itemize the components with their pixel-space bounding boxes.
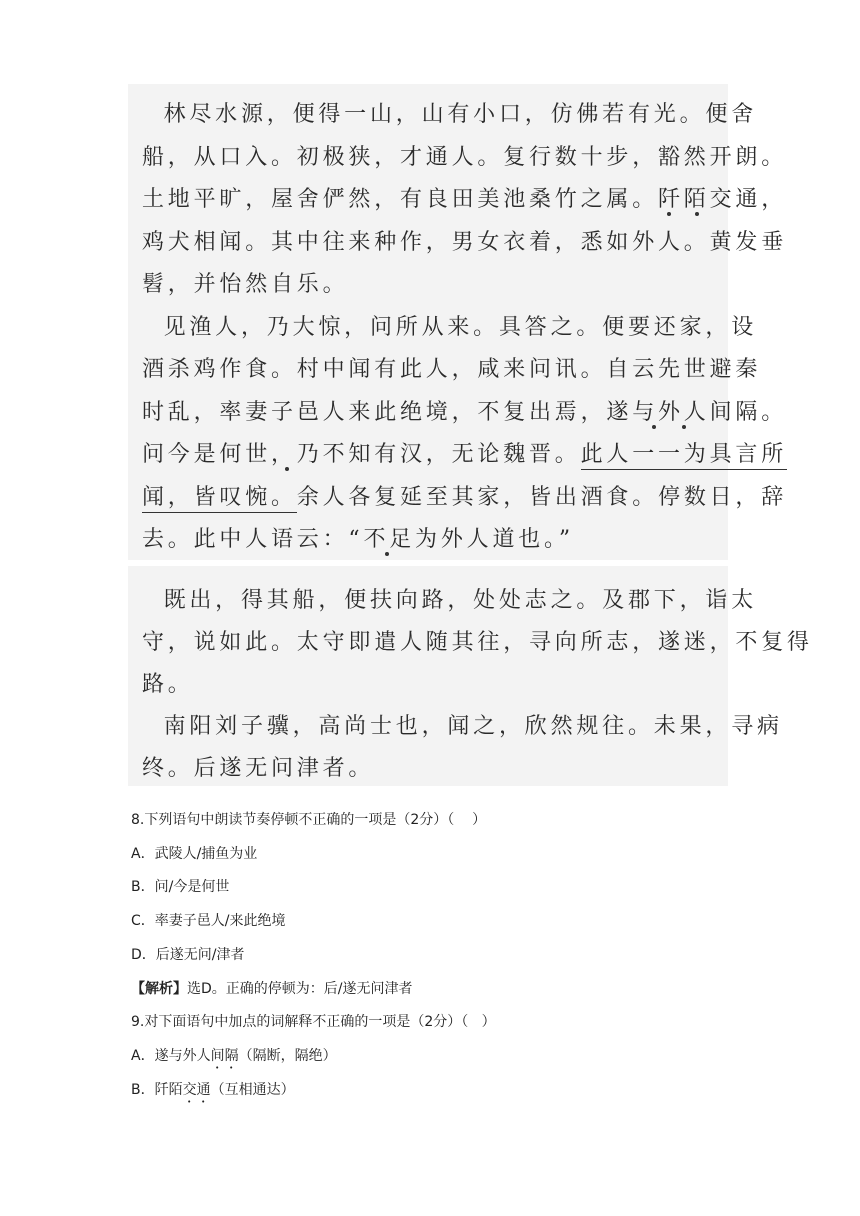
underlined-sentence-part-2: 闻，皆叹惋。 <box>142 485 297 513</box>
option-b-text: B．阡陌 <box>131 1082 183 1098</box>
passage-line-7: 酒杀鸡作食。村中闻有此人，咸来问讯。自云先世避秦 <box>142 357 762 382</box>
question-9-option-b <box>131 1080 295 1106</box>
passage-line-4: 鸡犬相闻。其中往来种作，男女衣着，悉如外人。黄发垂 <box>142 230 788 255</box>
passage-line-10-plain: 余人各复延至其家，皆出酒食。停数日，辞 <box>296 485 788 510</box>
analysis-text: 选D。正确的停顿为：后/遂无问津者 <box>187 981 413 997</box>
passage-line-3: 土地平旷，屋舍俨然，有良田美池桑竹之属。阡陌交通， <box>142 187 788 212</box>
passage-line-16: 终。后遂无问津者。 <box>142 756 375 781</box>
emphasis-dot <box>695 212 699 216</box>
emphasis-dot <box>682 425 686 429</box>
passage-line-8: 时乱，率妻子邑人来此绝境，不复出焉，遂与外人间隔。 <box>142 400 788 425</box>
passage-line-9-plain: 问今是何世，乃不知有汉，无论魏晋。 <box>142 442 581 467</box>
question-8-stem: 8.下列语句中朗读节奏停顿不正确的一项是（2分）（ ） <box>131 812 487 828</box>
passage-line-12: 既出，得其船，便扶向路，处处志之。及郡下，诣太 <box>142 588 757 613</box>
passage-line-11: 去。此中人语云：“不足为外人道也。” <box>142 527 574 552</box>
passage-line-10 <box>142 483 787 513</box>
question-9-option-a <box>131 1046 337 1072</box>
passage-line-5: 髫，并怡然自乐。 <box>142 272 349 297</box>
question-9-stem: 9.对下面语句中加点的词解释不正确的一项是（2分）（ ） <box>131 1014 496 1030</box>
option-a-meaning: （隔断，隔绝） <box>238 1048 337 1064</box>
option-a-text: A．遂与外人 <box>131 1048 211 1064</box>
emphasis-dot <box>652 425 656 429</box>
passage-line-9 <box>142 440 787 470</box>
option-b-emphasized: 交通 <box>182 1082 211 1098</box>
passage-line-2: 船，从口入。初极狭，才通人。复行数十步，豁然开朗。 <box>142 145 788 170</box>
passage-line-14: 路。 <box>142 672 194 697</box>
passage-line-13: 守，说如此。太守即遣人随其往，寻向所志，遂迷，不复得 <box>142 630 813 655</box>
emphasis-dot <box>285 467 289 471</box>
passage-line-15: 南阳刘子骥，高尚士也，闻之，欣然规往。未果，寻病 <box>142 714 783 739</box>
passage-line-6: 见渔人，乃大惊，问所从来。具答之。便要还家，设 <box>142 315 757 340</box>
passage-line-1: 林尽水源，便得一山，山有小口，仿佛若有光。便舍 <box>142 102 757 127</box>
question-8-option-a: A．武陵人/捕鱼为业 <box>131 846 258 862</box>
analysis-label: 【解析】 <box>131 981 187 997</box>
option-a-emphasized: 间隔 <box>210 1048 239 1064</box>
option-b-meaning: （互相通达） <box>210 1082 295 1098</box>
underlined-sentence-part-1: 此人一一为具言所 <box>581 442 787 470</box>
emphasis-dot <box>667 212 671 216</box>
question-8-option-c: C．率妻子邑人/来此绝境 <box>131 913 286 929</box>
question-8-option-b: B．问/今是何世 <box>131 879 230 895</box>
emphasis-dot <box>385 552 389 556</box>
question-8-option-d: D．后遂无问/津者 <box>131 947 245 963</box>
question-8-analysis <box>131 979 413 999</box>
